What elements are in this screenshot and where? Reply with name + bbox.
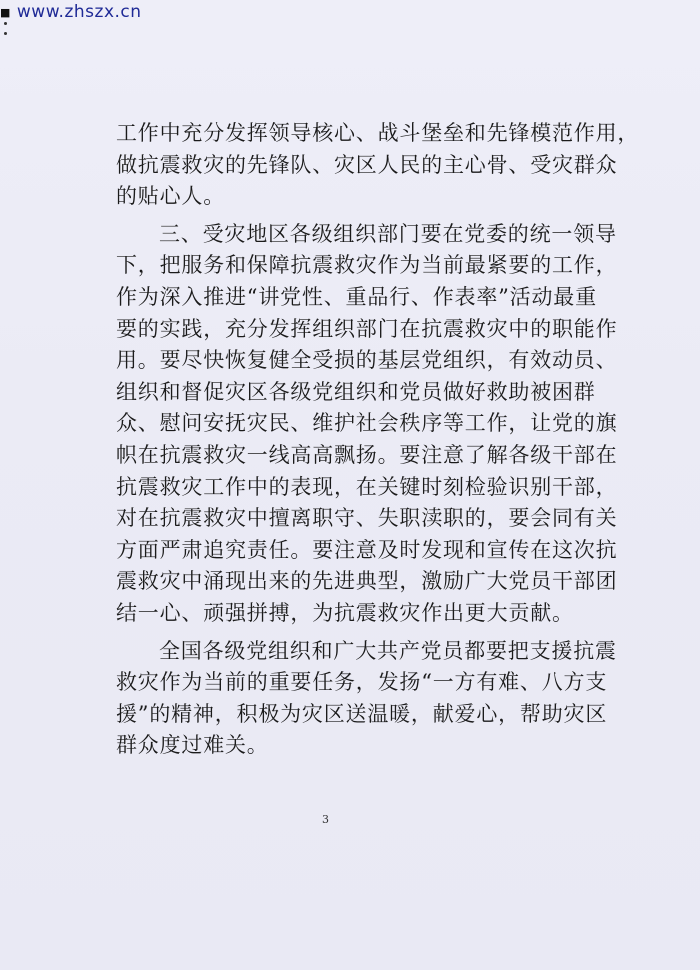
text-line: 的贴心人。	[116, 184, 225, 209]
text-line: 方面严肃追究责任。要注意及时发现和宣传在这次抗	[116, 537, 618, 562]
text-line: 作为深入推进“讲党性、重品行、作表率”活动最重	[116, 284, 597, 309]
text-line: 众、慰问安抚灾民、维护社会秩序等工作，让党的旗	[116, 411, 618, 436]
text-line: 用。要尽快恢复健全受损的基层党组织，有效动员、	[116, 348, 618, 373]
square-bullet-icon: ■	[0, 5, 11, 19]
text-line: 帜在抗震救灾一线高高飘扬。要注意了解各级干部在	[116, 442, 618, 467]
text-line: 组织和督促灾区各级党组织和党员做好救助被困群	[116, 379, 596, 404]
paragraph-first-line: 三、受灾地区各级组织部门要在党委的统一领导	[159, 221, 617, 246]
text-line: 工作中充分发挥领导核心、战斗堡垒和先锋模范作用，	[116, 121, 640, 145]
page-number: 3	[322, 813, 329, 826]
text-line: 对在抗震救灾中擅离职守、失职渎职的，要会同有关	[116, 506, 618, 531]
scan-speck	[4, 22, 7, 25]
paragraph-first-line: 全国各级党组织和广大共产党员都要把支援抗震	[159, 638, 617, 663]
text-line: 群众度过难关。	[116, 733, 269, 758]
text-line: 做抗震救灾的先锋队、灾区人民的主心骨、受灾群众	[116, 152, 618, 177]
text-line: 下，把服务和保障抗震救灾作为当前最紧要的工作，	[116, 253, 618, 278]
text-line: 震救灾中涌现出来的先进典型，激励广大党员干部团	[116, 569, 618, 594]
watermark-url: www.zhszx.cn	[16, 2, 142, 22]
text-line: 抗震救灾工作中的表现，在关键时刻检验识别干部，	[116, 474, 618, 499]
scan-speck	[4, 32, 7, 35]
text-line: 要的实践，充分发挥组织部门在抗震救灾中的职能作	[116, 316, 618, 341]
text-line: 救灾作为当前的重要任务，发扬“一方有难、八方支	[116, 670, 608, 695]
document-body	[116, 118, 640, 762]
text-line: 援”的精神，积极为灾区送温暖，献爱心，帮助灾区	[116, 701, 608, 726]
text-line: 结一心、顽强拼搏，为抗震救灾作出更大贡献。	[116, 600, 574, 625]
watermark	[0, 2, 142, 22]
